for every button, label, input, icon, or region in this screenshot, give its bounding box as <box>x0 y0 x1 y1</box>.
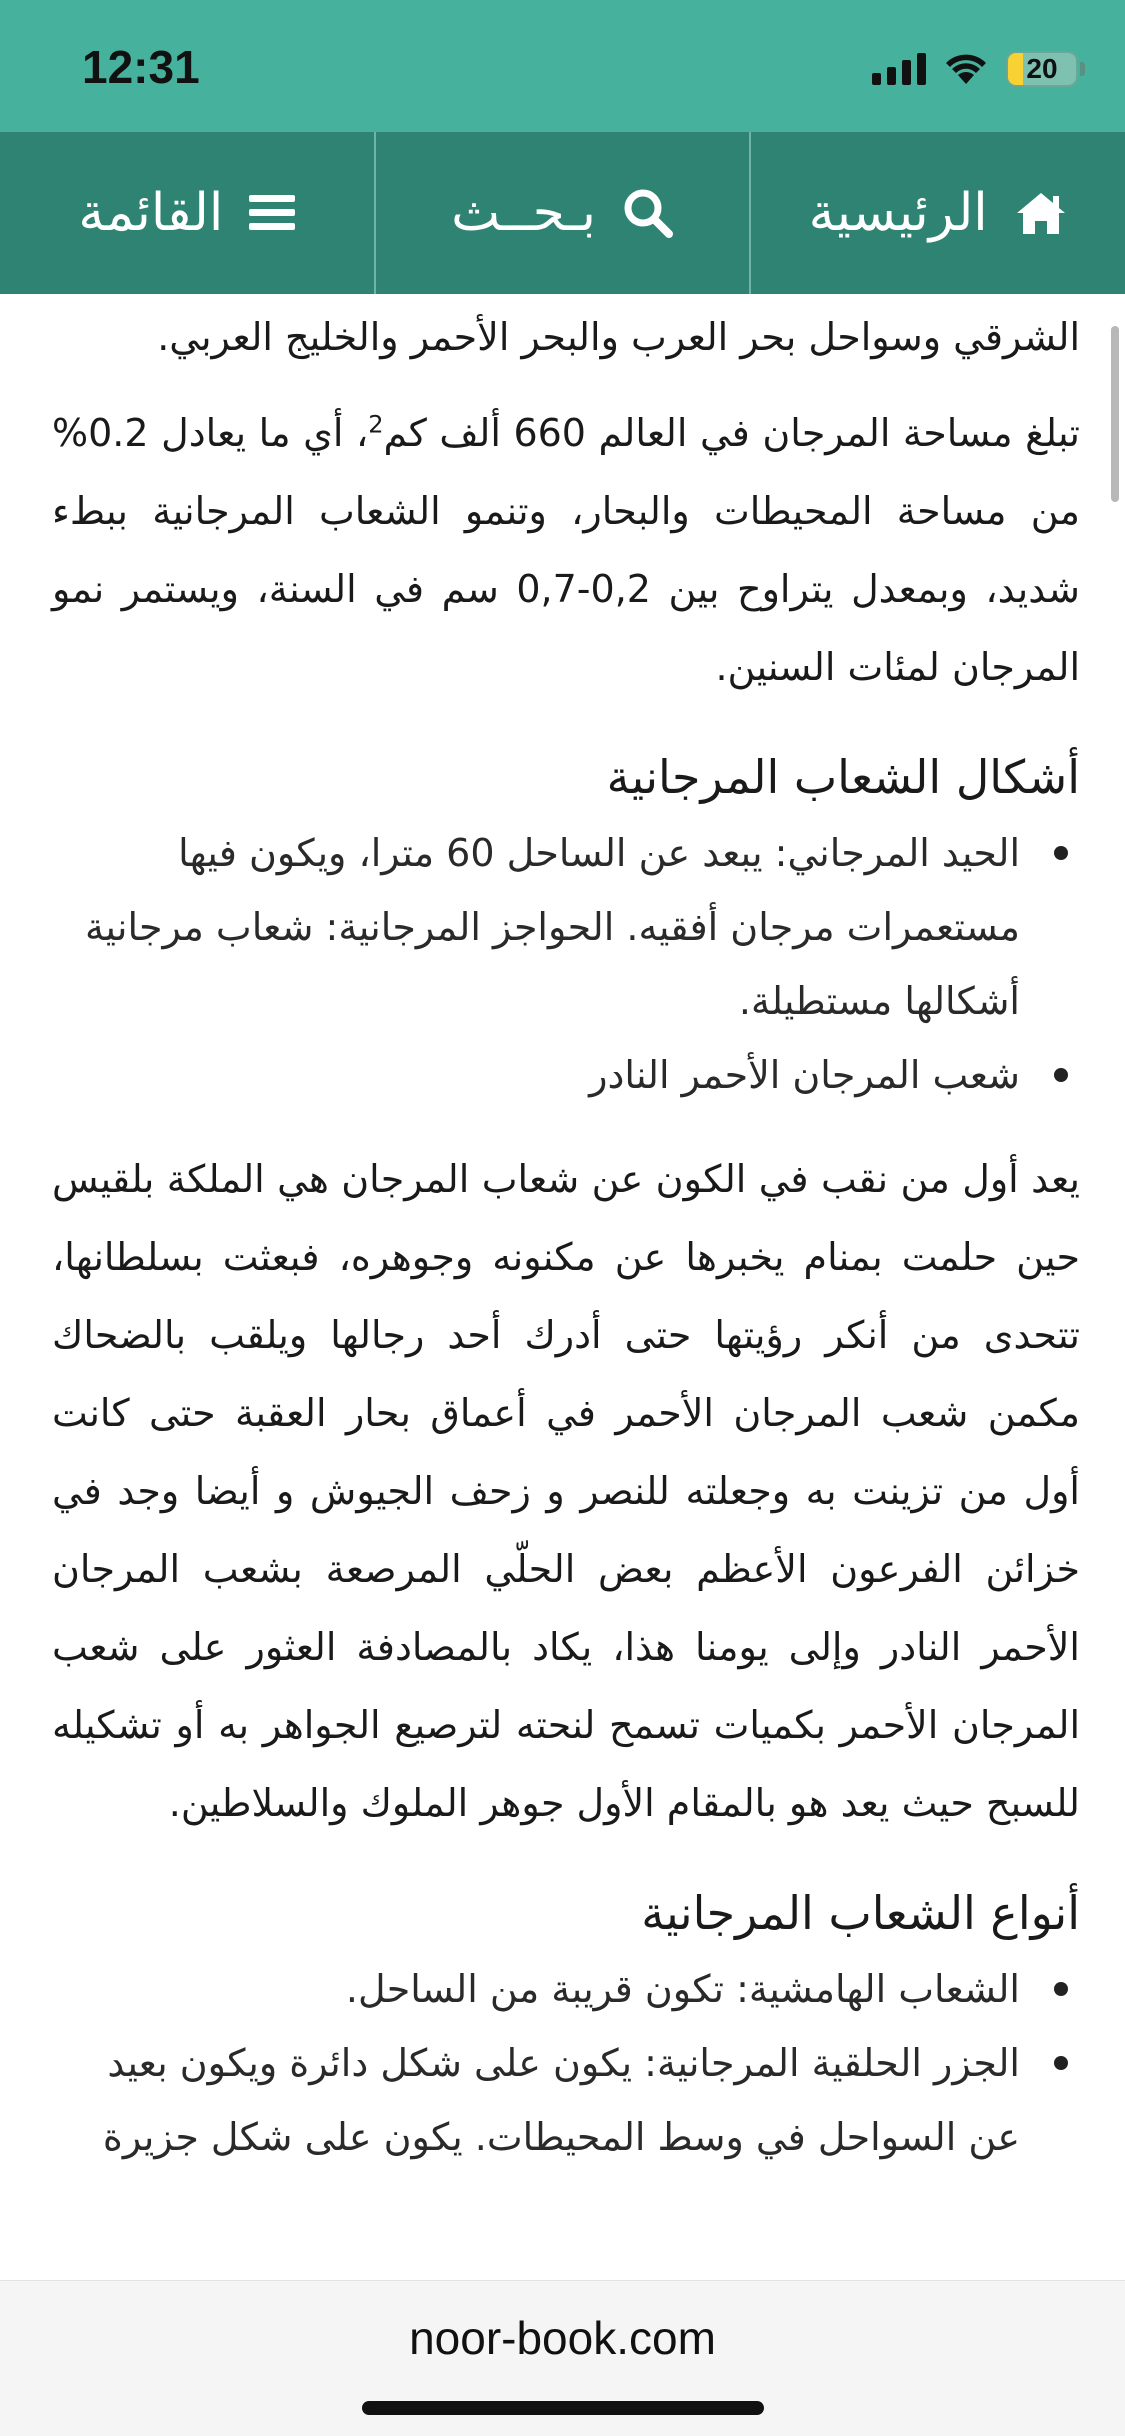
wifi-icon <box>944 52 988 86</box>
menu-icon <box>249 193 295 233</box>
area-superscript: 2 <box>368 410 384 439</box>
home-icon <box>1014 190 1068 236</box>
area-text-after: ، أي ما يعادل 0.2% من مساحة المحيطات والبحار، وتنمو الشعاب المرجانية ببطء شديد، وبمعدل يتراوح بين 0,2-0,7 سم في السنة، ويستمر نمو المرجان لمئات السنين. <box>52 411 1080 689</box>
types-heading: أنواع الشعاب المرجانية <box>641 1886 1080 1940</box>
signal-icon <box>872 53 926 85</box>
shapes-heading: أشكال الشعاب المرجانية <box>606 750 1080 804</box>
status-bar <box>0 0 1125 132</box>
battery-icon <box>1006 51 1078 87</box>
area-paragraph <box>52 394 1080 706</box>
article-content <box>0 294 1125 2280</box>
intro-paragraph-tail: الشرقي وسواحل بحر العرب والبحر الأحمر والخليج العربي. <box>157 315 1080 359</box>
battery-percent: 20 <box>1026 53 1058 84</box>
list-item: الجزر الحلقية المرجانية: يكون على شكل دائرة ويكون بعيد عن السواحل في وسط المحيطات. يكون على شكل جزيرة <box>52 2026 1020 2174</box>
home-indicator[interactable] <box>362 2401 764 2415</box>
area-text-before: تبلغ مساحة المرجان في العالم 660 ألف كم <box>383 411 1080 455</box>
address-bar-url[interactable]: noor-book.com <box>409 2312 716 2364</box>
top-nav <box>0 132 1125 294</box>
status-time: 12:31 <box>82 41 200 93</box>
nav-search-button[interactable] <box>376 132 752 294</box>
browser-bottom-bar <box>0 2280 1125 2436</box>
nav-search-label: بـحــث <box>451 183 596 243</box>
nav-menu-button[interactable] <box>0 132 376 294</box>
shapes-list <box>52 816 1080 1112</box>
status-icons <box>872 44 1085 94</box>
history-paragraph: يعد أول من نقب في الكون عن شعاب المرجان هي الملكة بلقيس حين حلمت بمنام يخبرها عن مكنونه وجوهره، فبعثت بسلطانها، تتحدى من أنكر رؤيتها حتى أدرك أحد رجالها ويلقب بالضحاك مكمن شعب المرجان الأحمر في أعماق بحار العقبة حتى كانت أول من تزينت به وجعلته للنصر و زحف الجيوش و أيضا وجد في خزائن الفرعون الأعظم بعض الحلّي المرصعة بشعب المرجان الأحمر النادر وإلى يومنا هذا، يكاد بالمصادفة العثور على شعب المرجان الأحمر بكميات تسمح لنحته لترصيع الجواهر به أو تشكيله للسبح حيث يعد هو بالمقام الأول جوهر الملوك والسلاطين. <box>52 1157 1080 1825</box>
nav-home-label: الرئيسية <box>808 183 988 243</box>
nav-home-button[interactable] <box>751 132 1125 294</box>
list-item: الحيد المرجاني: يبعد عن الساحل 60 مترا، ويكون فيها مستعمرات مرجان أفقيه. الحواجز المرجانية: شعاب مرجانية أشكالها مستطيلة. <box>52 816 1020 1038</box>
scrollbar[interactable] <box>1111 326 1119 502</box>
nav-menu-label: القائمة <box>78 183 224 243</box>
list-item: شعب المرجان الأحمر النادر <box>52 1038 1020 1112</box>
types-list <box>52 1952 1080 2174</box>
list-item: الشعاب الهامشية: تكون قريبة من الساحل. <box>52 1952 1020 2026</box>
search-icon <box>622 187 674 239</box>
